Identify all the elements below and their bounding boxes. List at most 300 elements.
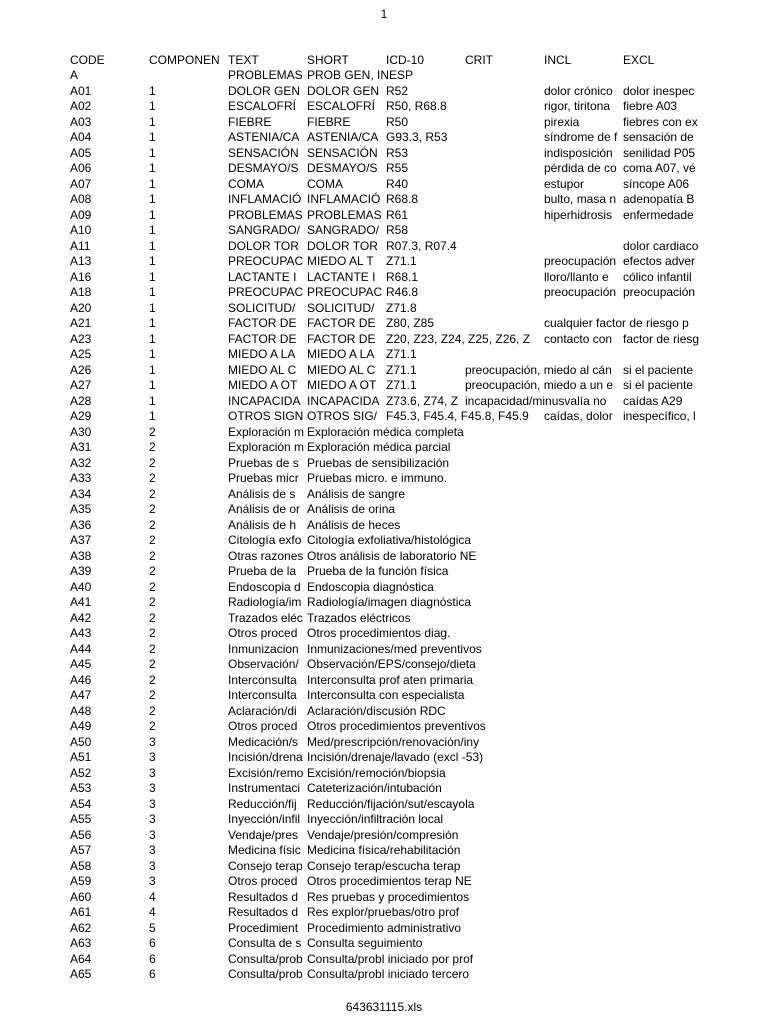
cell-short: PREOCUPAC: [307, 285, 383, 299]
cell-incl: [544, 797, 623, 813]
cell-icd10: Z20, Z23, Z24, Z25, Z26, Z: [386, 331, 531, 346]
cell-code: A54: [70, 796, 92, 811]
cell-short: Medicina física/rehabilitación: [307, 843, 461, 857]
cell-short: Res explor/pruebas/otro prof: [307, 905, 460, 919]
cell-crit: [465, 874, 544, 890]
table-row: [70, 518, 700, 534]
cell-short: Consejo terap/escucha terap: [307, 858, 461, 873]
cell-icd10: [386, 812, 465, 828]
cell-text: DOLOR TOR: [228, 238, 299, 253]
cell-icd10: [386, 564, 465, 580]
cell-crit: [465, 146, 544, 162]
cell-incl: contacto con: [544, 331, 613, 346]
cell-short: Consulta seguimiento: [307, 936, 423, 950]
cell-crit: [465, 471, 544, 487]
table-row: [70, 347, 700, 363]
cell-short: Radiología/imagen diagnóstica: [307, 595, 472, 609]
table-row: [70, 301, 700, 317]
cell-short: Inmunizaciones/med preventivos: [307, 641, 482, 656]
header-incl: INCL: [544, 53, 572, 67]
cell-crit: [465, 704, 544, 720]
cell-text: LACTANTE I: [228, 269, 297, 284]
cell-incl: [544, 936, 623, 952]
cell-icd10: R50: [386, 114, 409, 129]
cell-text: Consulta de s: [228, 936, 302, 950]
table-row: [70, 177, 700, 193]
table-row: [70, 967, 700, 983]
cell-text: FACTOR DE: [228, 316, 297, 330]
cell-code: A25: [70, 347, 92, 361]
cell-incl: [544, 843, 623, 859]
cell-excl: [623, 952, 700, 968]
cell-incl: [544, 812, 623, 828]
cell-code: A21: [70, 316, 92, 330]
cell-short: Vendaje/presión/compresión: [307, 827, 459, 842]
cell-component: 1: [149, 300, 156, 315]
cell-crit: [465, 626, 544, 642]
cell-text: PROBLEMAS: [228, 68, 303, 82]
cell-excl: fiebre A03: [623, 99, 678, 113]
cell-text: COMA: [228, 176, 264, 191]
cell-incl: [544, 239, 623, 255]
cell-component: 3: [149, 734, 156, 749]
cell-crit: [465, 502, 544, 518]
cell-incl: [544, 890, 623, 906]
cell-component: 1: [149, 316, 156, 330]
table-row: [70, 223, 700, 239]
cell-excl: [623, 487, 700, 503]
cell-text: Consulta/prob: [228, 967, 303, 981]
cell-text: FACTOR DE: [228, 331, 297, 346]
cell-icd10: [386, 952, 465, 968]
cell-code: A48: [70, 703, 92, 718]
cell-code: A32: [70, 455, 92, 470]
table-row: [70, 766, 700, 782]
cell-code: A58: [70, 858, 92, 873]
cell-crit: [465, 487, 544, 503]
cell-excl: coma A07, vé: [623, 161, 696, 175]
cell-excl: factor de riesg: [623, 331, 700, 346]
table-row: [70, 394, 700, 410]
table-row: [70, 192, 700, 208]
table-row: [70, 456, 700, 472]
cell-crit: [465, 347, 544, 363]
cell-incl: [544, 642, 623, 658]
cell-text: Pruebas micr: [228, 471, 299, 485]
cell-component: 4: [149, 905, 156, 919]
table-row: [70, 843, 700, 859]
cell-crit: preocupación, miedo al cán: [465, 362, 612, 377]
cell-excl: [623, 735, 700, 751]
cell-text: MIEDO A LA: [228, 347, 296, 361]
cell-excl: [623, 580, 700, 596]
cell-incl: [544, 518, 623, 534]
table-row: [70, 719, 700, 735]
cell-text: Incisión/drena: [228, 750, 303, 764]
cell-incl: pirexia: [544, 114, 580, 129]
table-row: [70, 502, 700, 518]
cell-component: 2: [149, 657, 156, 671]
cell-incl: [544, 456, 623, 472]
cell-incl: [544, 859, 623, 875]
cell-icd10: [386, 905, 465, 921]
table-body: [70, 68, 700, 983]
cell-short: Prueba de la función física: [307, 564, 449, 578]
cell-crit: [465, 611, 544, 627]
cell-code: A35: [70, 502, 92, 516]
cell-short: Consulta/probl iniciado por prof: [307, 951, 474, 966]
cell-icd10: F45.3, F45.4, F45.8, F45.9: [386, 409, 529, 423]
cell-icd10: [386, 750, 465, 766]
cell-incl: [544, 766, 623, 782]
cell-short: DOLOR TOR: [307, 238, 378, 253]
cell-short: Análisis de orina: [307, 502, 396, 516]
cell-crit: preocupación, miedo a un e: [465, 378, 614, 392]
cell-short: MIEDO A LA: [307, 347, 375, 361]
cell-crit: [465, 890, 544, 906]
cell-component: 1: [149, 238, 156, 253]
table-row: [70, 254, 700, 270]
cell-text: PREOCUPAC: [228, 285, 304, 299]
cell-incl: dolor crónico: [544, 83, 613, 98]
header-text: TEXT: [228, 53, 259, 67]
cell-text: Endoscopia d: [228, 579, 301, 594]
table-row: [70, 378, 700, 394]
cell-component: 3: [149, 843, 156, 857]
cell-incl: [544, 425, 623, 441]
cell-code: A27: [70, 378, 92, 392]
table-row: [70, 68, 700, 84]
cell-excl: [623, 921, 700, 937]
cell-crit: [465, 456, 544, 472]
table-row: [70, 332, 700, 348]
cell-crit: [465, 967, 544, 983]
table-row: [70, 440, 700, 456]
cell-incl: [544, 223, 623, 239]
cell-text: Resultados d: [228, 889, 299, 904]
cell-text: Otras razones: [228, 548, 304, 563]
cell-code: A28: [70, 393, 92, 408]
cell-text: ESCALOFRÍ: [228, 99, 297, 113]
table-row: [70, 797, 700, 813]
table-row: [70, 812, 700, 828]
cell-incl: [544, 549, 623, 565]
cell-icd10: [386, 781, 465, 797]
cell-component: 1: [149, 347, 156, 361]
cell-text: Aclaración/di: [228, 703, 297, 718]
cell-icd10: [386, 502, 465, 518]
cell-text: Vendaje/pres: [228, 827, 299, 842]
cell-crit: [465, 688, 544, 704]
cell-code: A56: [70, 827, 92, 842]
cell-icd10: [386, 595, 465, 611]
cell-text: Excisión/remo: [228, 765, 304, 780]
cell-crit: [465, 332, 544, 348]
cell-short: Cateterización/intubación: [307, 781, 442, 795]
table-row: [70, 208, 700, 224]
cell-short: Otros procedimientos preventivos: [307, 719, 486, 733]
cell-incl: [544, 735, 623, 751]
cell-excl: [623, 518, 700, 534]
table-row: [70, 595, 700, 611]
cell-crit: [465, 843, 544, 859]
cell-incl: lloro/llanto e: [544, 269, 609, 284]
cell-incl: hiperhidrosis: [544, 207, 613, 222]
cell-icd10: [386, 967, 465, 983]
cell-excl: [623, 890, 700, 906]
cell-component: 2: [149, 703, 156, 718]
cell-crit: [465, 921, 544, 937]
cell-incl: indisposición: [544, 145, 613, 160]
cell-component: 1: [149, 161, 156, 175]
cell-component: 2: [149, 688, 156, 702]
cell-text: PREOCUPAC: [228, 254, 304, 268]
cell-component: 2: [149, 719, 156, 733]
cell-icd10: [386, 611, 465, 627]
cell-code: A07: [70, 176, 92, 191]
table-row: [70, 130, 700, 146]
cell-excl: cólico infantil: [623, 269, 692, 284]
cell-text: Pruebas de s: [228, 455, 299, 470]
cell-text: DESMAYO/S: [228, 161, 299, 175]
cell-excl: [623, 874, 700, 890]
cell-excl: dolor cardiaco: [623, 238, 699, 253]
cell-text: Medicina físic: [228, 843, 301, 857]
cell-excl: [623, 657, 700, 673]
cell-component: 6: [149, 951, 156, 966]
cell-icd10: [386, 766, 465, 782]
cell-excl: preocupación: [623, 285, 696, 299]
cell-code: A61: [70, 905, 92, 919]
cell-incl: [544, 595, 623, 611]
cell-incl: [544, 564, 623, 580]
cell-crit: [465, 564, 544, 580]
cell-code: A42: [70, 610, 92, 625]
cell-short: ESCALOFRÍ: [307, 99, 376, 113]
cell-code: A05: [70, 145, 92, 160]
table-row: [70, 146, 700, 162]
cell-incl: [544, 905, 623, 921]
cell-incl: [544, 301, 623, 317]
cell-text: Exploración m: [228, 424, 305, 439]
cell-code: A23: [70, 331, 92, 346]
cell-crit: [465, 115, 544, 131]
cell-component: 2: [149, 564, 156, 578]
cell-icd10: R68.8: [386, 192, 419, 206]
cell-incl: [544, 657, 623, 673]
table-row: [70, 704, 700, 720]
table-row: [70, 642, 700, 658]
cell-excl: [623, 704, 700, 720]
cell-short: OTROS SIG/: [307, 409, 378, 423]
header-excl: EXCL: [623, 53, 655, 67]
cell-icd10: R50, R68.8: [386, 99, 447, 113]
cell-text: Trazados eléc: [228, 610, 303, 625]
table-row: [70, 363, 700, 379]
cell-excl: [623, 347, 700, 363]
cell-icd10: Z71.8: [386, 300, 417, 315]
footer-filename: 643631115.xls: [345, 1000, 423, 1014]
cell-icd10: [386, 673, 465, 689]
cell-component: 2: [149, 641, 156, 656]
cell-short: Otros procedimientos diag.: [307, 626, 451, 640]
cell-code: A49: [70, 719, 92, 733]
cell-code: A30: [70, 424, 92, 439]
cell-short: Excisión/remoción/biopsia: [307, 765, 446, 780]
cell-excl: [623, 812, 700, 828]
cell-incl: preocupación: [544, 254, 617, 268]
cell-component: 1: [149, 83, 156, 98]
cell-code: A45: [70, 657, 92, 671]
cell-text: Interconsulta: [228, 672, 297, 687]
cell-excl: enfermedade: [623, 207, 694, 222]
table-row: [70, 936, 700, 952]
cell-icd10: [386, 456, 465, 472]
table-row: [70, 115, 700, 131]
table-row: [70, 580, 700, 596]
cell-excl: [623, 781, 700, 797]
cell-crit: [465, 285, 544, 301]
cell-incl: [544, 874, 623, 890]
cell-excl: [623, 688, 700, 704]
cell-crit: [465, 797, 544, 813]
cell-component: 1: [149, 393, 156, 408]
cell-component: 1: [149, 99, 156, 113]
cell-component: 6: [149, 967, 156, 981]
cell-excl: [623, 626, 700, 642]
cell-excl: [623, 425, 700, 441]
cell-component: 1: [149, 331, 156, 346]
cell-excl: [623, 595, 700, 611]
cell-code: A55: [70, 812, 92, 826]
cell-incl: [544, 750, 623, 766]
cell-code: A31: [70, 440, 92, 454]
cell-code: A60: [70, 889, 92, 904]
cell-component: 1: [149, 207, 156, 222]
cell-excl: sensación de: [623, 130, 694, 144]
cell-component: 3: [149, 765, 156, 780]
cell-short: LACTANTE I: [307, 269, 376, 284]
cell-icd10: Z71.1: [386, 378, 417, 392]
table-row: [70, 316, 700, 332]
cell-excl: [623, 502, 700, 518]
cell-code: A43: [70, 626, 92, 640]
cell-icd10: R52: [386, 83, 409, 98]
header-row: [70, 52, 700, 68]
cell-crit: [465, 177, 544, 193]
cell-component: 3: [149, 858, 156, 873]
table-row: [70, 626, 700, 642]
cell-crit: [465, 657, 544, 673]
cell-incl: síndrome de f: [544, 130, 618, 144]
cell-incl: [544, 719, 623, 735]
cell-component: 2: [149, 610, 156, 625]
cell-component: 3: [149, 781, 156, 795]
cell-component: 2: [149, 424, 156, 439]
cell-text: Observación/: [228, 657, 299, 671]
table-row: [70, 874, 700, 890]
page-number: 1: [380, 7, 388, 21]
cell-excl: [623, 673, 700, 689]
cell-icd10: [386, 843, 465, 859]
cell-incl: rigor, tiritona: [544, 99, 611, 113]
cell-component: 2: [149, 672, 156, 687]
cell-excl: [623, 301, 700, 317]
table-row: [70, 533, 700, 549]
cell-component: 5: [149, 920, 156, 935]
cell-icd10: [386, 425, 465, 441]
cell-component: 1: [149, 285, 156, 299]
cell-crit: [465, 549, 544, 565]
cell-short: Procedimiento administrativo: [307, 920, 462, 935]
cell-icd10: [386, 68, 465, 84]
cell-incl: [544, 673, 623, 689]
cell-crit: [465, 239, 544, 255]
header-component: COMPONEN: [149, 53, 220, 67]
cell-excl: [623, 905, 700, 921]
cell-text: Interconsulta: [228, 688, 297, 702]
cell-excl: [623, 564, 700, 580]
cell-incl: [544, 378, 623, 394]
table-row: [70, 890, 700, 906]
cell-excl: caídas A29: [623, 393, 683, 408]
cell-crit: [465, 750, 544, 766]
cell-text: Análisis de s: [228, 486, 296, 501]
table-row: [70, 828, 700, 844]
cell-text: SOLICITUD/: [228, 300, 296, 315]
cell-excl: dolor inespec: [623, 83, 695, 98]
cell-component: 1: [149, 269, 156, 284]
cell-icd10: [386, 704, 465, 720]
cell-code: A57: [70, 843, 92, 857]
header-short: SHORT: [307, 53, 349, 67]
cell-icd10: R40: [386, 176, 409, 191]
cell-icd10: [386, 936, 465, 952]
cell-code: A63: [70, 936, 92, 950]
cell-icd10: R07.3, R07.4: [386, 238, 457, 253]
cell-short: Exploración médica parcial: [307, 440, 451, 454]
cell-incl: [544, 688, 623, 704]
cell-icd10: [386, 657, 465, 673]
cell-code: A03: [70, 114, 92, 129]
cell-text: INCAPACIDA: [228, 393, 301, 408]
cell-excl: [623, 440, 700, 456]
cell-text: MIEDO A OT: [228, 378, 298, 392]
cell-code: A64: [70, 951, 92, 966]
cell-short: SANGRADO/: [307, 223, 380, 237]
cell-crit: [465, 518, 544, 534]
cell-text: DOLOR GEN: [228, 83, 301, 98]
cell-incl: [544, 611, 623, 627]
cell-crit: [465, 99, 544, 115]
cell-icd10: R53: [386, 145, 409, 160]
cell-component: 2: [149, 455, 156, 470]
cell-short: Interconsulta con especialista: [307, 688, 465, 702]
cell-code: A04: [70, 130, 92, 144]
table-row: [70, 239, 700, 255]
cell-component: 6: [149, 936, 156, 950]
cell-icd10: [386, 518, 465, 534]
table-row: [70, 549, 700, 565]
cell-crit: [465, 130, 544, 146]
cell-short: FIEBRE: [307, 114, 351, 129]
table-row: [70, 409, 700, 425]
cell-crit: [465, 735, 544, 751]
table-row: [70, 425, 700, 441]
cell-excl: senilidad P05: [623, 145, 696, 160]
cell-icd10: [386, 828, 465, 844]
cell-icd10: R55: [386, 161, 409, 175]
